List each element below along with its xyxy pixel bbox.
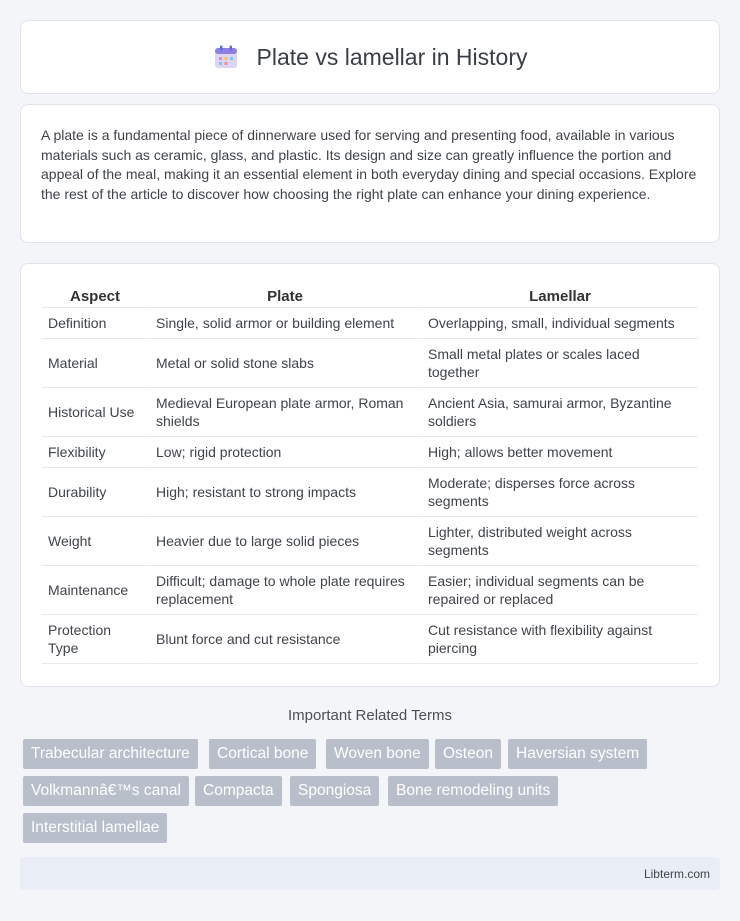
column-header-lamellar: Lamellar xyxy=(420,287,698,308)
footer-site-link[interactable]: Libterm.com xyxy=(643,867,710,881)
column-header-plate: Plate xyxy=(148,287,420,308)
intro-paragraph: A plate is a fundamental piece of dinnerware used for serving and presenting food, available in various materials such as ceramic, glass, and plastic. Its design and size can greatly influence the portion and appeal of the meal, making it an essential element in both everyday dining and special occasions. Explore the rest of the article to discover how choosing the right plate can enhance your dining experience. xyxy=(41,127,697,202)
calendar-icon xyxy=(213,44,239,70)
related-term-tag[interactable]: Bone remodeling units xyxy=(388,776,558,806)
table-row xyxy=(42,566,698,615)
table-cell: Cut resistance with flexibility against piercing xyxy=(420,615,698,664)
table-row xyxy=(42,468,698,517)
table-row xyxy=(42,339,698,388)
table-cell: Ancient Asia, samurai armor, Byzantine soldiers xyxy=(420,388,698,437)
table-cell: Single, solid armor or building element xyxy=(148,308,420,339)
related-term-tag[interactable]: Interstitial lamellae xyxy=(23,813,167,843)
table-cell: Moderate; disperses force across segments xyxy=(420,468,698,517)
related-terms-title: Important Related Terms xyxy=(288,707,452,724)
table-cell: Easier; individual segments can be repaired or replaced xyxy=(420,566,698,615)
related-term-tag[interactable]: Trabecular architecture xyxy=(23,739,198,769)
table-header-row xyxy=(42,287,698,308)
header-card xyxy=(20,20,720,94)
table-row xyxy=(42,437,698,468)
table-cell: Difficult; damage to whole plate requires replacement xyxy=(148,566,420,615)
related-term-tag[interactable]: Volkmannâ€™s canal xyxy=(23,776,189,806)
table-row xyxy=(42,308,698,339)
related-term-tag[interactable]: Spongiosa xyxy=(290,776,379,806)
related-term-tag[interactable]: Compacta xyxy=(195,776,282,806)
intro-card xyxy=(20,104,720,243)
comparison-table-card xyxy=(20,263,720,687)
related-term-tag[interactable]: Osteon xyxy=(435,739,501,769)
related-term-tag[interactable]: Cortical bone xyxy=(209,739,316,769)
table-row xyxy=(42,615,698,664)
table-cell: Blunt force and cut resistance xyxy=(148,615,420,664)
table-cell: Metal or solid stone slabs xyxy=(148,339,420,388)
comparison-table xyxy=(42,287,698,664)
table-cell: Historical Use xyxy=(42,388,148,437)
table-cell: Overlapping, small, individual segments xyxy=(420,308,698,339)
table-cell: High; resistant to strong impacts xyxy=(148,468,420,517)
table-cell: Low; rigid protection xyxy=(148,437,420,468)
table-cell: Small metal plates or scales laced together xyxy=(420,339,698,388)
table-row xyxy=(42,388,698,437)
table-cell: Weight xyxy=(42,517,148,566)
table-cell: Durability xyxy=(42,468,148,517)
table-cell: Material xyxy=(42,339,148,388)
table-row xyxy=(42,517,698,566)
column-header-aspect: Aspect xyxy=(42,287,148,308)
table-cell: Flexibility xyxy=(42,437,148,468)
table-cell: Maintenance xyxy=(42,566,148,615)
table-cell: Heavier due to large solid pieces xyxy=(148,517,420,566)
table-cell: Protection Type xyxy=(42,615,148,664)
table-cell: High; allows better movement xyxy=(420,437,698,468)
table-cell: Definition xyxy=(42,308,148,339)
table-cell: Medieval European plate armor, Roman shields xyxy=(148,388,420,437)
related-term-tag[interactable]: Woven bone xyxy=(326,739,429,769)
related-term-tag[interactable]: Haversian system xyxy=(508,739,647,769)
table-cell: Lighter, distributed weight across segments xyxy=(420,517,698,566)
footer-bar xyxy=(20,857,720,890)
page-title: Plate vs lamellar in History xyxy=(256,43,528,70)
